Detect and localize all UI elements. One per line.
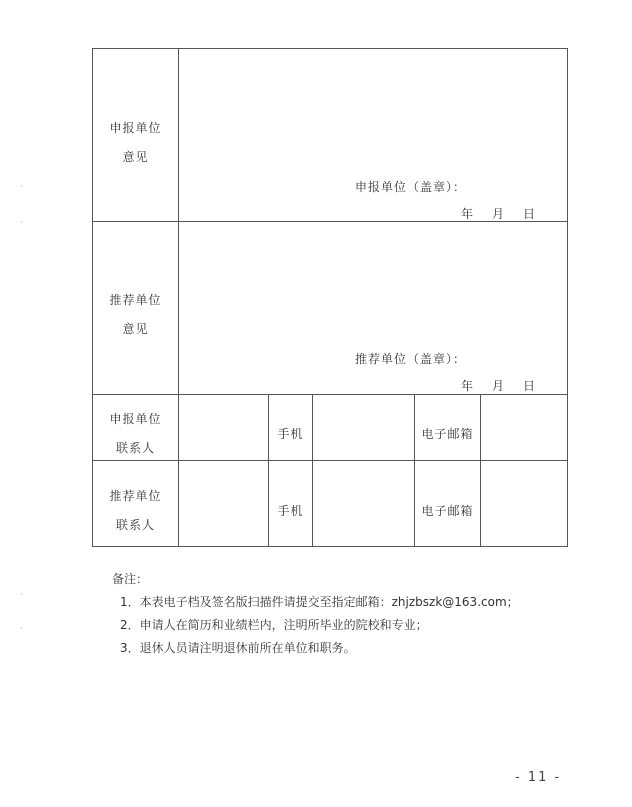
row2-seal-label: 推荐单位（盖章）： [355,352,467,366]
row4-phone-label: 手机 [277,504,304,518]
row1-day: 日 [523,207,537,221]
row-divider-2 [93,394,567,395]
note-item-1: 1．本表电子档及签名版扫描件请提交至指定邮箱：zhjzbszk@163.com； [120,595,519,609]
note-item-3: 3．退休人员请注明退休前所在单位和职务。 [120,641,356,655]
row2-label-line1: 推荐单位 [109,293,162,307]
row4-label-line2: 联系人 [115,518,155,532]
row1-month: 月 [492,207,506,221]
notes-section [112,568,519,660]
contact-column-divider-4 [480,394,481,546]
note-item-2: 2．申请人在简历和业绩栏内，注明所毕业的院校和专业； [120,618,428,632]
contact-column-divider-1 [268,394,269,546]
scan-speck: · [20,624,23,633]
notes-title: 备注： [112,572,149,586]
contact-column-divider-2 [312,394,313,546]
scan-speck: · [20,182,23,191]
row-divider-3 [93,460,567,461]
label-column-divider [178,49,179,546]
row1-year: 年 [461,207,475,221]
row2-year: 年 [461,379,475,393]
scan-speck: · [20,218,23,227]
row4-email-label: 电子邮箱 [421,504,474,518]
row2-label-line2: 意见 [122,322,149,336]
opinion-form-table [92,48,568,547]
row1-label-line2: 意见 [122,150,149,164]
row4-label-line1: 推荐单位 [109,489,162,503]
row1-label-line1: 申报单位 [109,121,162,135]
row3-label-line1: 申报单位 [109,412,162,426]
row2-month: 月 [492,379,506,393]
row3-email-label: 电子邮箱 [421,427,474,441]
page-number: - 11 - [515,770,562,785]
contact-column-divider-3 [414,394,415,546]
row2-day: 日 [523,379,537,393]
row3-label-line2: 联系人 [115,441,155,455]
row1-seal-label: 申报单位（盖章）： [355,180,467,194]
row3-phone-label: 手机 [277,427,304,441]
scan-speck: · [20,590,23,599]
